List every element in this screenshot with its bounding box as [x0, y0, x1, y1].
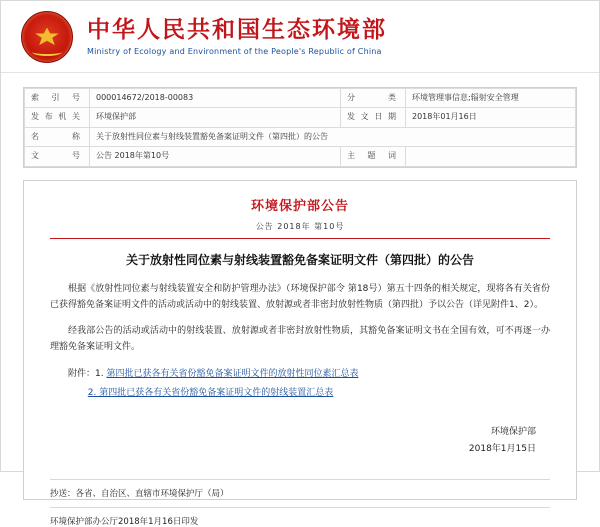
meta-label-category: 分类 — [341, 89, 406, 108]
meta-label-name: 名称 — [25, 127, 90, 146]
table-row — [25, 127, 576, 146]
table-row — [25, 108, 576, 127]
document-issuing-organization: 环境保护部公告 — [250, 198, 349, 214]
attachment-lead-label: 附件：1. — [68, 369, 104, 380]
document-signature — [50, 424, 550, 458]
meta-label-keywords: 主题词 — [341, 147, 406, 166]
cc-line: 抄送：各省、自治区、直辖市环境保护厅（局） — [50, 479, 550, 499]
national-emblem-icon — [21, 11, 73, 63]
attachment-lead — [50, 366, 550, 383]
ministry-titles — [87, 17, 387, 55]
meta-value-name: 关于放射性同位素与射线装置豁免备案证明文件（第四批）的公告 — [90, 127, 576, 146]
red-divider — [50, 238, 550, 239]
meta-value-date: 2018年01月16日 — [406, 108, 576, 127]
table-row — [25, 89, 576, 108]
meta-value-category: 环境管理事信息;辐射安全管理 — [406, 89, 576, 108]
attachment-link-1[interactable]: 第四批已获各有关省份豁免备案证明文件的放射性同位素汇总表 — [106, 369, 359, 380]
meta-value-docno: 公告 2018年第10号 — [90, 147, 341, 166]
attachment-link-2[interactable]: 2. 第四批已获各有关省份豁免备案证明文件的射线装置汇总表 — [87, 388, 334, 399]
meta-label-index: 索引号 — [25, 89, 90, 108]
document-paragraph-2: 经我部公告的活动或活动中的射线装置、放射源或者非密封放射性物质，其豁免备案证明文书在全国有效，可不再逐一办理豁免备案证明文件。 — [50, 325, 550, 353]
signature-date: 2018年1月15日 — [468, 444, 536, 455]
meta-value-index: 000014672/2018-00083 — [90, 89, 341, 108]
document-number: 公告 2018年 第10号 — [255, 221, 345, 231]
meta-value-keywords — [406, 147, 576, 166]
document-body — [23, 180, 577, 527]
document-metadata-table — [23, 87, 577, 168]
meta-value-publisher: 环境保护部 — [90, 108, 341, 127]
signer-name: 环境保护部 — [490, 427, 536, 438]
meta-label-date: 发文日期 — [341, 108, 406, 127]
meta-label-publisher: 发布机关 — [25, 108, 90, 127]
document-paragraph-1: 根据《放射性同位素与射线装置安全和防护管理办法》（环境保护部令 第18号）第五十四条的相关规定，现将各有关省份已获得豁免备案证明文件的活动或活动中的射线装置、放射源或者非密封放射性物质（第四批）予以公告（详见附件1、2）。 — [50, 283, 550, 311]
ministry-title-cn: 中华人民共和国生态环境部 — [87, 16, 387, 44]
print-footer-line: 环境保护部办公厅2018年1月16日印发 — [50, 507, 550, 527]
ministry-title-en: Ministry of Ecology and Environment of the People's Republic of China — [87, 46, 382, 56]
table-row — [25, 147, 576, 166]
site-header — [1, 1, 599, 73]
meta-label-docno: 文号 — [25, 147, 90, 166]
document-title: 关于放射性同位素与射线装置豁免备案证明文件（第四批）的公告 — [125, 252, 474, 267]
